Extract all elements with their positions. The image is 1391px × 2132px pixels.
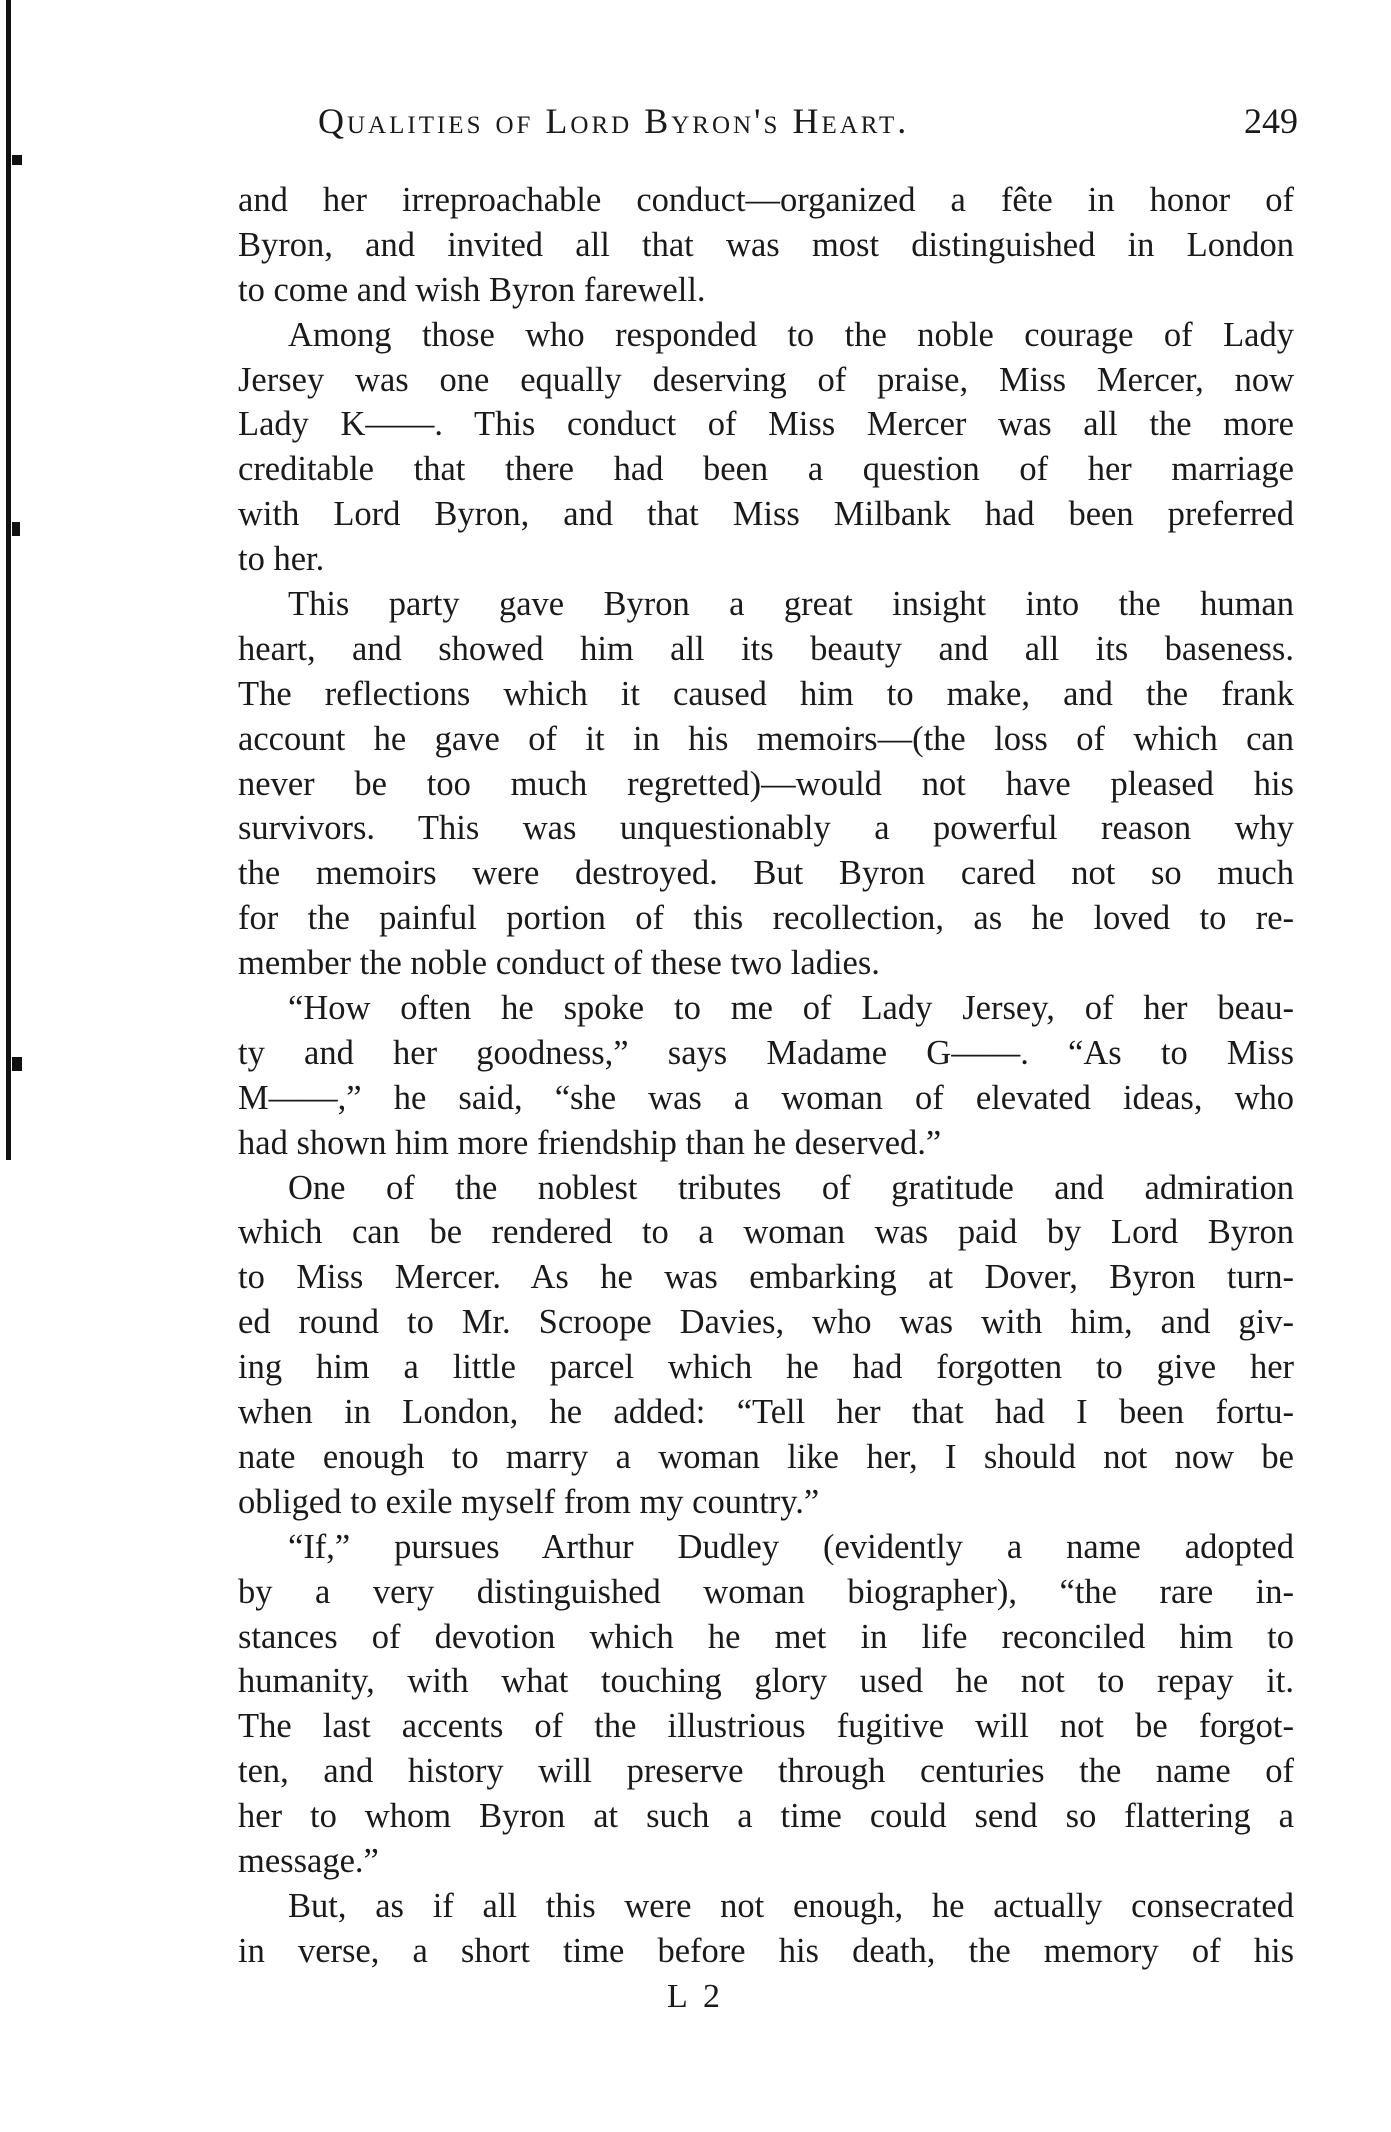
body-text [238,178,1294,1974]
scan-edge-mark [12,1057,22,1071]
text-line: with Lord Byron, and that Miss Milbank had been preferred [238,495,1294,534]
text-line: when in London, he added: “Tell her that had I been fortu- [238,1393,1294,1432]
text-line: stances of devotion which he met in life reconciled him to [238,1617,1294,1656]
text-line: ing him a little parcel which he had forgotten to give her [238,1348,1294,1387]
text-line: obliged to exile myself from my country.” [238,1482,820,1521]
text-line: Among those who responded to the noble courage of Lady [288,315,1294,354]
running-header [318,100,1298,150]
text-line: creditable that there had been a question of her marriage [238,450,1294,489]
text-line: to her. [238,540,325,579]
signature-mark: L 2 [666,1978,724,2015]
text-line: to Miss Mercer. As he was embarking at Dover, Byron turn- [238,1258,1294,1297]
text-line: never be too much regretted)—would not have pleased his [238,764,1294,803]
paragraph [238,178,1294,313]
text-line: in verse, a short time before his death, the memory of his [238,1931,1294,1970]
text-line: The reflections which it caused him to make, and the frank [238,674,1294,713]
running-title: Qualities of Lord Byron's Heart. [318,101,910,141]
paragraph [238,986,1294,1166]
text-line: member the noble conduct of these two ladies. [238,944,880,983]
paragraph [238,1884,1294,1974]
text-line: “If,” pursues Arthur Dudley (evidently a name adopted [288,1527,1294,1566]
text-line: ed round to Mr. Scroope Davies, who was with him, and giv- [238,1303,1294,1342]
scan-edge-mark [12,522,20,536]
paragraph [238,1166,1294,1525]
text-line: The last accents of the illustrious fugitive will not be forgot- [238,1707,1294,1746]
scan-edge-mark [12,155,22,165]
text-line: ty and her goodness,” says Madame G——. “As to Miss [238,1033,1294,1072]
text-line: and her irreproachable conduct—organized a fête in honor of [238,181,1294,219]
text-line: humanity, with what touching glory used he not to repay it. [238,1662,1294,1701]
text-line: message.” [238,1841,379,1880]
text-line: to come and wish Byron farewell. [238,270,706,309]
text-line: survivors. This was unquestionably a powerful reason why [238,809,1294,848]
text-line: by a very distinguished woman biographer), “the rare in- [238,1572,1294,1611]
text-line: One of the noblest tributes of gratitude and admiration [288,1168,1294,1207]
page-number: 249 [1244,101,1298,141]
text-line: her to whom Byron at such a time could send so flattering a [238,1797,1294,1836]
text-line: Byron, and invited all that was most distinguished in London [238,225,1294,264]
text-line: Jersey was one equally deserving of praise, Miss Mercer, now [238,360,1294,399]
text-line: “How often he spoke to me of Lady Jersey, of her beau- [288,989,1294,1028]
text-line: Lady K——. This conduct of Miss Mercer was all the more [238,405,1294,444]
text-line: which can be rendered to a woman was paid by Lord Byron [238,1213,1294,1252]
text-line: had shown him more friendship than he deserved.” [238,1123,942,1162]
text-line: This party gave Byron a great insight into the human [288,585,1294,624]
text-line: the memoirs were destroyed. But Byron cared not so much [238,854,1294,893]
text-line: account he gave of it in his memoirs—(the loss of which can [238,719,1294,758]
text-line: nate enough to marry a woman like her, I should not now be [238,1437,1294,1476]
text-line: M——,” he said, “she was a woman of elevated ideas, who [238,1078,1294,1117]
scan-edge-bar [6,0,11,1160]
text-line: heart, and showed him all its beauty and all its baseness. [238,629,1294,668]
paragraph [238,313,1294,582]
text-line: for the painful portion of this recollection, as he loved to re- [238,899,1294,938]
paragraph [238,582,1294,986]
text-line: ten, and history will preserve through centuries the name of [238,1752,1294,1791]
paragraph [238,1525,1294,1884]
text-line: But, as if all this were not enough, he actually consecrated [288,1886,1294,1925]
